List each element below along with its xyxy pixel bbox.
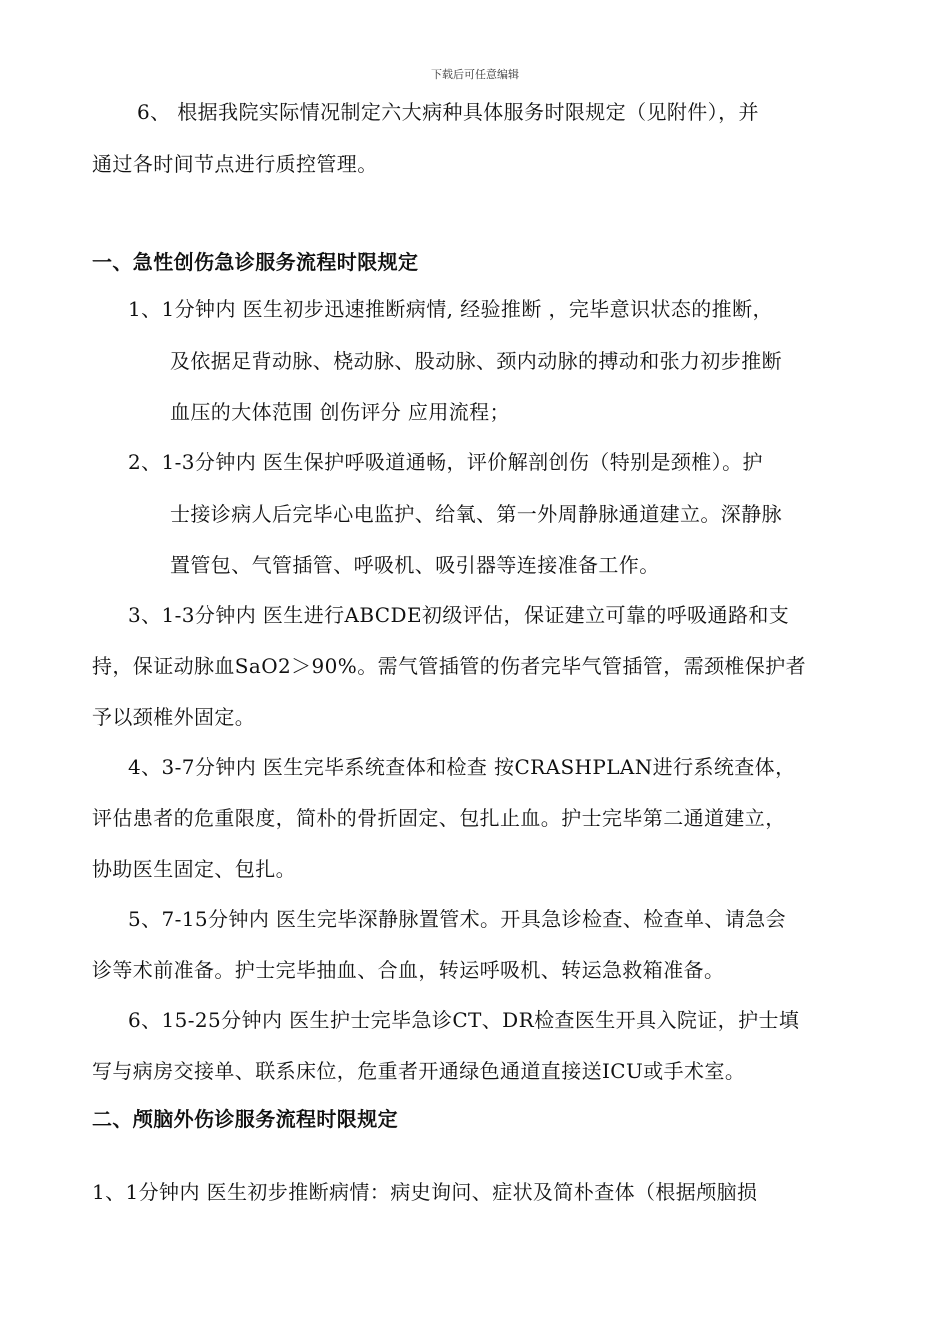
paragraph-line: 持，保证动脉血SaO2＞90%。需气管插管的伤者完毕气管插管，需颈椎保护者 (92, 654, 806, 678)
paragraph-line: 诊等术前准备。护士完毕抽血、合血，转运呼吸机、转运急救箱准备。 (92, 958, 725, 982)
paragraph-line: 置管包、气管插管、呼吸机、吸引器等连接准备工作。 (170, 553, 660, 577)
page-header: 下载后可任意编辑 (431, 68, 519, 81)
paragraph-line: 评估患者的危重限度，简朴的骨折固定、包扎止血。护士完毕第二通道建立， (92, 806, 786, 830)
paragraph-line: 4、3-7分钟内 医生完毕系统查体和检查 按CRASHPLAN进行系统查体， (128, 755, 796, 779)
paragraph-line: 及依据足背动脉、桡动脉、股动脉、颈内动脉的搏动和张力初步推断 (170, 349, 782, 373)
paragraph-line: 6、15-25分钟内 医生护士完毕急诊CT、DR检查医生开具入院证，护士填 (128, 1008, 800, 1032)
paragraph-line: 1、1分钟内 医生初步迅速推断病情, 经验推断 ，完毕意识状态的推断， (128, 297, 773, 321)
paragraph-line: 1、1分钟内 医生初步推断病情：病史询问、症状及简朴查体（根据颅脑损 (92, 1180, 758, 1204)
paragraph-line: 士接诊病人后完毕心电监护、给氧、第一外周静脉通道建立。深静脉 (170, 502, 782, 526)
paragraph-line: 2、1-3分钟内 医生保护呼吸道通畅，评价解剖创伤（特别是颈椎）。护 (128, 450, 763, 474)
section-heading: 二、颅脑外伤诊服务流程时限规定 (92, 1107, 398, 1131)
paragraph-line: 通过各时间节点进行质控管理。 (92, 152, 378, 176)
paragraph-line: 3、1-3分钟内 医生进行ABCDE初级评估，保证建立可靠的呼吸通路和支 (128, 603, 790, 627)
section-heading: 一、急性创伤急诊服务流程时限规定 (92, 250, 419, 274)
paragraph-line: 6、 根据我院实际情况制定六大病种具体服务时限规定（见附件），并 (137, 100, 759, 124)
paragraph-line: 血压的大体范围 创伤评分 应用流程； (170, 400, 510, 424)
paragraph-line: 予以颈椎外固定。 (92, 705, 256, 729)
paragraph-line: 写与病房交接单、联系床位，危重者开通绿色通道直接送ICU或手术室。 (92, 1059, 746, 1083)
paragraph-line: 5、7-15分钟内 医生完毕深静脉置管术。开具急诊检查、检查单、请急会 (128, 907, 787, 931)
paragraph-line: 协助医生固定、包扎。 (92, 857, 296, 881)
